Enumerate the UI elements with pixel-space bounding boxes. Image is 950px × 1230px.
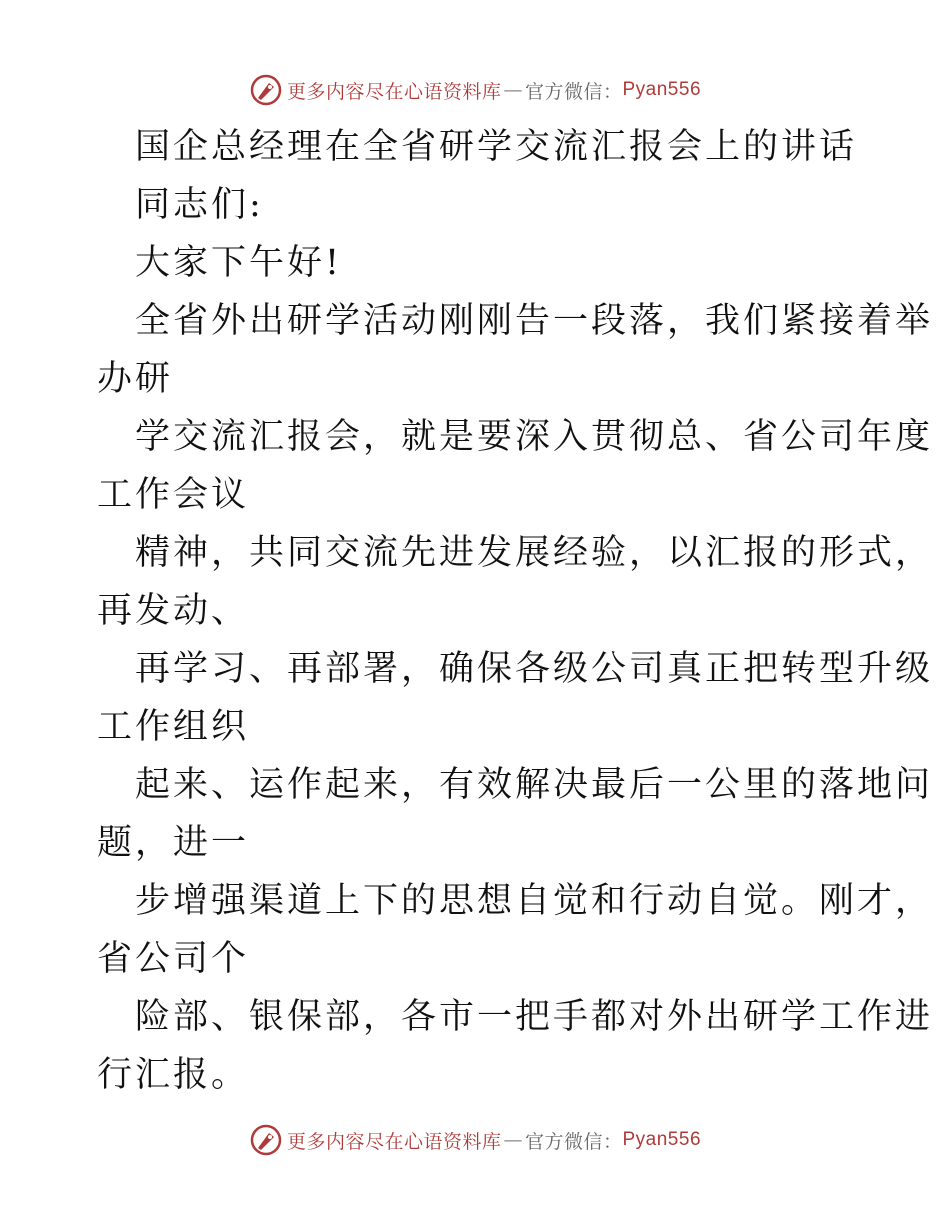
banner-wechat-id: Pyan556: [622, 1129, 702, 1150]
paragraph-line: 工作会议: [97, 475, 250, 515]
banner-wechat-id: Pyan556: [622, 79, 702, 100]
document-title: 国企总经理在全省研学交流汇报会上的讲话: [135, 127, 858, 167]
paragraph-line: 全省外出研学活动刚刚告一段落，我们紧接着举: [135, 301, 934, 341]
paragraph-line: 起来、运作起来，有效解决最后一公里的落地问: [135, 765, 934, 805]
paragraph-line: 学交流汇报会，就是要深入贯彻总、省公司年度: [135, 417, 934, 457]
pen-nib-logo-icon: [249, 1123, 283, 1157]
salutation: 同志们:: [135, 185, 264, 225]
banner-wechat-label: 官方微信：: [524, 80, 623, 103]
banner-separator: —: [503, 79, 523, 101]
paragraph-line: 步增强渠道上下的思想自觉和行动自觉。刚才，: [135, 881, 934, 921]
paragraph-line: 省公司个: [97, 939, 250, 979]
paragraph-line: 精神，共同交流先进发展经验，以汇报的形式，: [135, 533, 934, 573]
banner-separator: —: [503, 1129, 523, 1151]
greeting: 大家下午好!: [135, 243, 343, 283]
paragraph-line: 工作组织: [97, 707, 250, 747]
paragraph-line: 行汇报。: [97, 1055, 250, 1095]
banner-text: 更多内容尽在心语资料库: [286, 80, 502, 103]
document-body: [97, 118, 934, 1104]
footer-banner: [0, 1120, 950, 1160]
header-banner: [0, 70, 950, 110]
banner-text: 更多内容尽在心语资料库: [286, 1130, 502, 1153]
paragraph-line: 再发动、: [97, 591, 250, 631]
paragraph-line: 再学习、再部署，确保各级公司真正把转型升级: [135, 649, 934, 689]
paragraph-line: 题，进一: [97, 823, 250, 863]
banner-wechat-label: 官方微信：: [524, 1130, 623, 1153]
paragraph-line: 办研: [97, 359, 174, 399]
paragraph-line: 险部、银保部，各市一把手都对外出研学工作进: [135, 997, 934, 1037]
pen-nib-logo-icon: [249, 73, 283, 107]
